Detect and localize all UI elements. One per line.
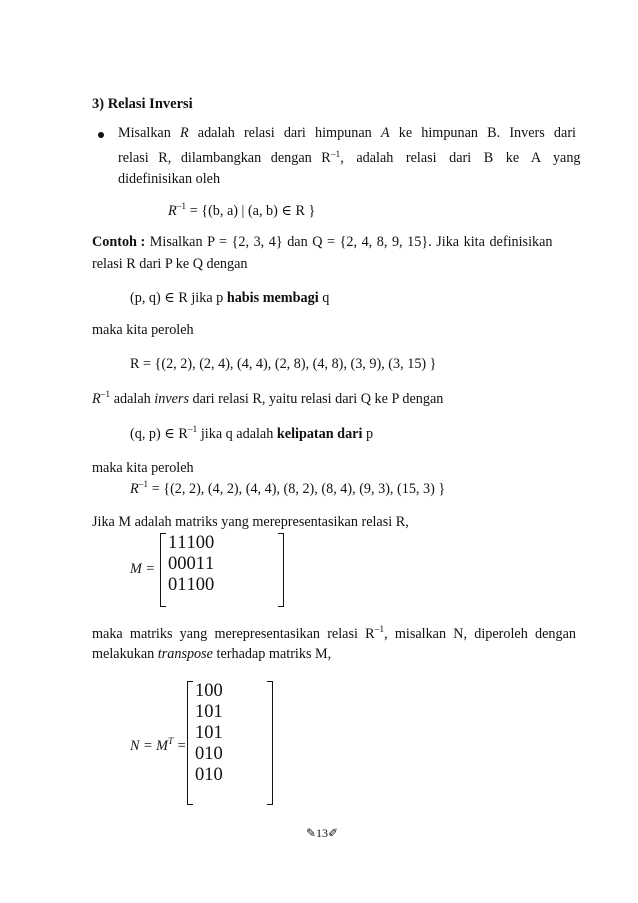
example-line-2: relasi R dari P ke Q dengan	[92, 256, 248, 272]
matrix-row: 1 0 1	[195, 723, 223, 743]
matrix-row: 0 1 1 0 0	[168, 575, 215, 595]
matrix-row: 0 1 0	[195, 765, 223, 785]
inverse-definition-formula: $R^{-1} = \{(b$, a) | (a, b) ∈ R }	[168, 202, 316, 219]
maka-line-1: maka kita peroleh	[92, 322, 194, 338]
page-number: ✎13✐	[306, 826, 339, 840]
example-line-1: Contoh : Misalkan P = {2, 3, 4} dan Q = {2, 4, 8, 9, 15}. Jika kita definisikan	[92, 234, 553, 250]
bullet-line-2: relasi R, dilambangkan dengan R –1 , adalah relasi dari B ke A yang	[118, 150, 581, 166]
relation-R-inverse-set: $R^{-1} = \{(2$, 2), (4, 2), (4, 4), (8, 2), (8, 4), (9, 3), (15, 3) }	[130, 480, 446, 497]
bullet-line-1: Misalkan R adalah relasi dari himpunan A ke himpunan B. Invers dari	[118, 125, 576, 141]
matrix-row: 1 0 1	[195, 702, 223, 722]
matrix-N-intro-line-1: maka matriks yang merepresentasikan relasi $R^{-1}$, misalkan N, diperoleh dengan	[92, 625, 576, 642]
matrix-M-label: M =	[130, 561, 155, 577]
matrix-N-label: $N = M^T$ =	[130, 737, 187, 754]
relation-definition: (p, q) ∈ R jika p habis membagi q	[130, 290, 330, 306]
matrix-row: 0 1 0	[195, 744, 223, 764]
inverse-description: $R^{-1}$ adalah invers dari relasi R, yaitu relasi dari Q ke P dengan	[92, 390, 444, 407]
inverse-relation-definition: (q, p) ∈ $R^{-1}$ jika q adalah kelipatan dari p	[130, 425, 374, 442]
matrix-row: 1 0 0	[195, 681, 223, 701]
relation-R-set: R = {(2, 2), (2, 4), (4, 4), (2, 8), (4, 8), (3, 9), (3, 15) }	[130, 356, 437, 372]
matrix-M-intro: Jika M adalah matriks yang merepresentasikan relasi R,	[92, 514, 409, 530]
bullet-dot-icon	[98, 132, 104, 138]
bullet-line-3: didefinisikan oleh	[118, 171, 221, 187]
matrix-row: 1 1 1 0 0	[168, 533, 215, 553]
matrix-N-intro-line-2: melakukan transpose terhadap matriks M,	[92, 646, 332, 662]
section-heading: 3) Relasi Inversi	[92, 96, 193, 112]
maka-line-2: maka kita peroleh	[92, 460, 194, 476]
matrix-N	[187, 681, 273, 805]
matrix-row: 0 0 0 1 1	[168, 554, 215, 574]
matrix-M	[160, 533, 284, 607]
